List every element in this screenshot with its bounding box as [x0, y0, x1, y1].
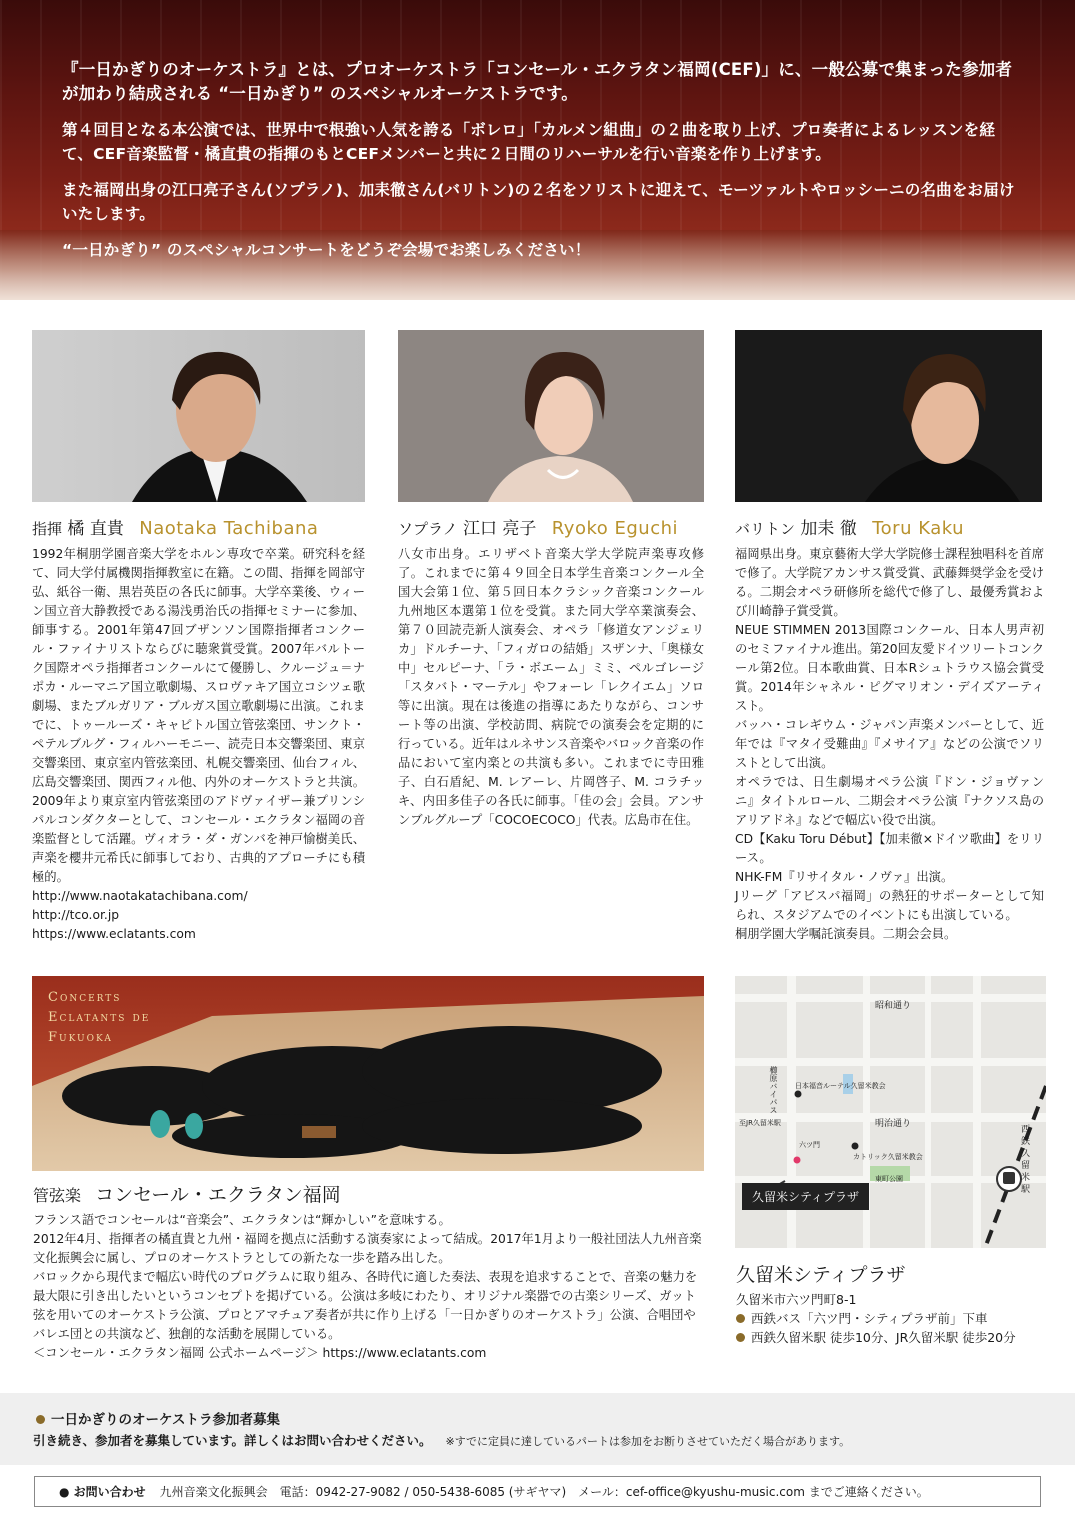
orchestra-bio	[33, 1211, 703, 1363]
intro-paragraph-2: 第４回目となる本公演では、世界中で根強い人気を誇る「ボレロ」「カルメン組曲」の２曲を取り上げ、プロ奏者によるレッスンを経て、CEF音楽監督・橘直貴の指揮のもとCEFメンバーと共に２日間のリハーサルを行い音楽を作り上げます。	[62, 121, 996, 163]
recruit-body	[33, 1431, 850, 1449]
map-label-church-1: 日本福音ルーテル久留米教会	[795, 1082, 886, 1090]
soprano-bio-text: 八女市出身。エリザベト音楽大学大学院声楽専攻修了。これまでに第４９回全日本学生音楽コンクール全国大会第１位、第５回日本クラシック音楽コンクール九州地区本選第１位を受賞。また同大学卒業演奏会、第７０回読売新人演奏会、オペラ「修道女アンジェリカ」ドルチーナ、「フィガロの結婚」スザンナ、「奥様女中」セルピーナ、「ラ・ボエーム」ミミ、ペルゴレージ「スタバト・マーテル」やフォーレ「レクイエム」ソロ等に出演。現在は後進の指導にあたりながら、コンサート等の出演、学校訪問、病院での演奏会を定期的に行っている。近年はルネサンス音楽やバロック音楽の作品において室内楽との共演も多い。これまでに寺田雅子、白石盾紀、M. レアーレ、片岡啓子、M. コラチッキ、内田多佳子の各氏に師事。「佳の会」会員。アンサンブルグループ「COCOECOCO」代表。広島市在住。	[398, 547, 704, 827]
orchestra-logo-line-1: Concerts	[48, 990, 122, 1005]
intro-banner	[0, 0, 1075, 300]
baritone-name: 加耒 徹	[800, 519, 857, 539]
intro-paragraph-1: 『一日かぎりのオーケストラ』とは、プロオーケストラ「コンセール・エクラタン福岡(CEF)」に、一般公募で集まった参加者が加わり結成される “一日かぎり” のスペシャルオーケストラです。	[62, 60, 1013, 103]
conductor-role: 指揮	[32, 520, 63, 538]
conductor-bio	[32, 545, 365, 944]
recruit-heading	[36, 1408, 280, 1428]
baritone-bio-p1: 福岡県出身。東京藝術大学大学院修士課程独唱科を首席で修了。大学院アカンサス賞受賞、武藤舞奨学金を受ける。二期会オペラ研修所を総代で修了し、最優秀賞および川崎静子賞受賞。	[735, 547, 1044, 618]
baritone-bio-p3: バッハ・コレギウム・ジャパン声楽メンバーとして、近年では『マタイ受難曲』『メサイア』などの公演でソリストとして出演。	[735, 718, 1044, 770]
orchestra-photo	[32, 976, 704, 1171]
venue-name: 久留米シティプラザ	[736, 1264, 906, 1286]
orchestra-bio-p1: フランス語でコンセールは“音楽会”、エクラタンは“輝かしい”を意味する。	[33, 1213, 451, 1227]
intro-paragraph-3: また福岡出身の江口亮子さん(ソプラノ)、加耒徹さん(バリトン)の２名をソリストに迎えて、モーツァルトやロッシーニの名曲をお届けいたします。	[62, 181, 1015, 223]
venue-info	[736, 1290, 1066, 1347]
recruit-note: ※すでに定員に達しているパートは参加をお断りさせていただく場合があります。	[445, 1435, 851, 1448]
recruit-body-text: 引き続き、参加者を募集しています。詳しくはお問い合わせください。	[33, 1433, 432, 1448]
map-label-bypass: 櫛原バイパス	[769, 1066, 778, 1114]
map-venue-tag: 久留米シティプラザ	[742, 1183, 869, 1210]
venue-access-train-text: 西鉄久留米駅 徒歩10分、JR久留米駅 徒歩20分	[751, 1330, 1016, 1345]
baritone-role: バリトン	[735, 520, 796, 538]
baritone-bio	[735, 545, 1044, 944]
map-label-rokutsumon: 六ツ門	[799, 1141, 820, 1149]
orchestra-logo-line-3: Fukuoka	[48, 1030, 113, 1045]
bullet-icon	[736, 1333, 745, 1342]
venue-access-bus-text: 西鉄バス「六ツ門・シティプラザ前」下車	[751, 1311, 988, 1326]
contact-label-text: お問い合わせ	[73, 1485, 146, 1499]
baritone-bio-p4: オペラでは、日生劇場オペラ公演『ドン・ジョヴァンニ』タイトルロール、二期会オペラ公演『ナクソス島のアリアドネ』などで幅広い役で出演。	[735, 775, 1044, 827]
map-label-meiji: 明治通り	[875, 1119, 912, 1129]
contact-label: ● お問い合わせ	[59, 1485, 146, 1499]
baritone-bio-p6: NHK-FM『リサイタル・ノヴァ』出演。	[735, 870, 954, 884]
soprano-role: ソプラノ	[398, 520, 458, 538]
venue-access-bus	[736, 1309, 1066, 1328]
map-label-park: 東町公園	[875, 1175, 903, 1183]
orchestra-bio-p2: 2012年4月、指揮者の橘直貴と九州・福岡を拠点に活動する演奏家によって結成。2017年1月より一般社団法人九州音楽文化振興会に属し、プロのオーケストラとしての新たな一歩を踏み出した。	[33, 1232, 702, 1265]
conductor-bio-text: 1992年桐朋学園音楽大学をホルン専攻で卒業。研究科を経て、同大学付属機関指揮教室に在籍。この間、指揮を岡部守弘、紙谷一衛、黒岩英臣の各氏に師事。大学卒業後、ウィーン国立音大静教授である湯浅勇治氏の指揮セミナーに参加、師事する。2001年第47回ブザンソン国際指揮者コンクール・ファイナリストならびに聴衆賞受賞。2007年バルトーク国際オペラ指揮者コンクールにて優勝し、クルージュ＝ナポカ・ルーマニア国立歌劇場、スロヴァキア国立コシツェ歌劇場、またブルガリア・ブルガス国立歌劇場に出演。これまでに、トゥールーズ・キャピトル国立管弦楽団、サンクト・ペテルブルグ・フィルハーモニー、読売日本交響楽団、東京交響楽団、東京室内管弦楽団、札幌交響楽団、仙台フィル、広島交響楽団、関西フィル他、内外のオーケストラと共演。2009年より東京室内管弦楽団のアドヴァイザー兼プリンシパルコンダクターとして、コンセール・エクラタン福岡の音楽監督として活躍。ヴィオラ・ダ・ガンバを神戸愉樹美氏、声楽を櫻井元希氏に師事しており、古典的アプローチにも積極的。	[32, 547, 365, 884]
conductor-name: 橘 直貴	[67, 519, 124, 539]
bullet-icon	[36, 1415, 45, 1424]
soprano-name: 江口 亮子	[462, 519, 537, 539]
orchestra-logo-line-2: Eclatants de	[48, 1010, 151, 1025]
recruit-section	[0, 1393, 1075, 1465]
baritone-roman-name: Toru Kaku	[872, 518, 965, 539]
conductor-name-line	[32, 514, 318, 539]
soprano-bio	[398, 545, 704, 830]
orchestra-homepage-link[interactable]: ＜コンセール・エクラタン福岡 公式ホームページ＞ https://www.eclatants.com	[33, 1346, 487, 1360]
baritone-bio-p2: NEUE STIMMEN 2013国際コンクール、日本人男声初のセミファイナル進出。第20回友愛ドイツリートコンクール第2位。日本歌曲賞、日本Rシュトラウス協会賞受賞。2014年シャネル・ピグマリオン・デイズアーティスト。	[735, 623, 1044, 713]
venue-address: 久留米市六ツ門町8-1	[736, 1292, 857, 1307]
map-label-jr: 至JR久留米駅	[739, 1119, 781, 1127]
intro-paragraph-4: “一日かぎり” のスペシャルコンサートをどうぞ会場でお楽しみください！	[62, 241, 591, 259]
venue-map	[735, 976, 1046, 1248]
bullet-icon	[736, 1314, 745, 1323]
conductor-roman-name: Naotaka Tachibana	[139, 518, 319, 539]
orchestra-role: 管弦楽	[33, 1186, 82, 1205]
conductor-link-1[interactable]: http://www.naotakatachibana.com/	[32, 889, 248, 903]
orchestra-bio-p3: バロックから現代まで幅広い時代のプログラムに取り組み、各時代に適した奏法、表現を追求することで、音楽の魅力を最大限に引き出したいというコンセプトを掲げている。公演は多岐にわたり、オリジナル楽器での古楽シリーズ、ガット弦を用いてのオーケストラ公演、プロとアマチュア奏者が共に作り上げる「一日かぎりのオーケストラ」公演、合唱団やバレエ団との共演など、独創的な活動を展開している。	[33, 1270, 698, 1341]
baritone-bio-p5: CD【Kaku Toru Début】【加耒徹×ドイツ歌曲】をリリース。	[735, 832, 1044, 865]
recruit-heading-text: 一日かぎりのオーケストラ参加者募集	[51, 1412, 280, 1428]
soprano-roman-name: Ryoko Eguchi	[551, 518, 678, 539]
baritone-bio-p7: Jリーグ「アビスパ福岡」の熱狂的サポーターとして知られ、スタジアムでのイベントにも出演している。	[735, 889, 1044, 922]
baritone-bio-p8: 桐朋学園大学嘱託演奏員。二期会会員。	[735, 927, 957, 941]
contact-box	[34, 1476, 1041, 1507]
map-label-church-2: カトリック久留米教会	[853, 1153, 923, 1161]
conductor-link-2[interactable]: http://tco.or.jp	[32, 908, 120, 922]
contact-text[interactable]: 九州音楽文化振興会 電話：0942-27-9082 / 050-5438-6085 (サギヤマ) メール：cef-office@kyushu-music.com までご連絡ください。	[159, 1485, 929, 1499]
conductor-photo	[32, 330, 365, 502]
orchestra-title	[33, 1180, 341, 1207]
map-label-station: 西鉄久留米駅	[1021, 1125, 1031, 1195]
conductor-link-3[interactable]: https://www.eclatants.com	[32, 927, 196, 941]
venue-access-train	[736, 1328, 1066, 1347]
soprano-photo	[398, 330, 704, 502]
baritone-photo	[735, 330, 1042, 502]
map-label-showa: 昭和通り	[875, 1001, 912, 1011]
baritone-name-line	[735, 514, 964, 539]
soprano-name-line	[398, 514, 678, 539]
orchestra-name: コンセール・エクラタン福岡	[95, 1184, 341, 1206]
